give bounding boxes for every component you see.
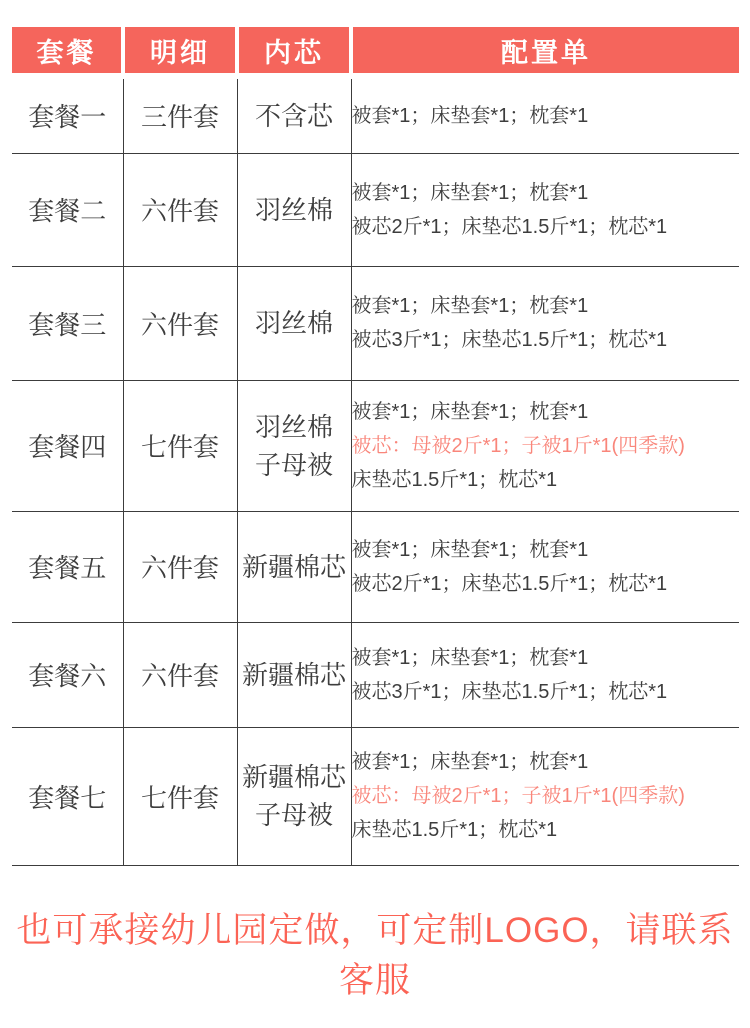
config-cell	[351, 511, 739, 622]
core-line: 新疆棉芯	[241, 659, 346, 690]
config-cell	[351, 622, 739, 727]
package-table	[12, 79, 739, 866]
header-core: 内芯	[239, 27, 349, 73]
detail-cell: 六件套	[123, 511, 237, 622]
config-line: 被套*1；床垫套*1；枕套*1	[351, 400, 589, 423]
table-row	[12, 727, 739, 865]
package-cell: 套餐三	[12, 266, 123, 380]
detail-cell: 六件套	[123, 622, 237, 727]
config-cell	[351, 153, 739, 266]
config-cell	[351, 79, 739, 153]
core-line: 羽丝棉	[254, 194, 333, 225]
core-line: 子母被	[254, 449, 333, 480]
config-line: 被芯2斤*1；床垫芯1.5斤*1；枕芯*1	[351, 572, 668, 595]
config-line: 被套*1；床垫套*1；枕套*1	[351, 181, 589, 204]
package-cell: 套餐一	[12, 79, 123, 153]
table-row	[12, 153, 739, 266]
detail-cell: 三件套	[123, 79, 237, 153]
detail-cell: 七件套	[123, 380, 237, 511]
package-cell: 套餐二	[12, 153, 123, 266]
package-cell: 套餐五	[12, 511, 123, 622]
header-config: 配置单	[353, 27, 739, 73]
detail-cell: 六件套	[123, 153, 237, 266]
core-line: 羽丝棉	[254, 308, 333, 338]
core-cell	[237, 380, 351, 511]
config-line: 被套*1；床垫套*1；枕套*1	[351, 295, 589, 317]
core-line: 羽丝棉	[254, 411, 333, 442]
config-line: 被套*1；床垫套*1；枕套*1	[351, 751, 589, 773]
core-line: 不含芯	[254, 100, 333, 131]
header-package: 套餐	[12, 27, 121, 73]
core-cell	[237, 266, 351, 380]
detail-cell: 六件套	[123, 266, 237, 380]
config-line: 被芯2斤*1；床垫芯1.5斤*1；枕芯*1	[351, 215, 668, 238]
config-line: 被套*1；床垫套*1；枕套*1	[351, 646, 589, 669]
config-line: 床垫芯1.5斤*1；枕芯*1	[351, 468, 558, 491]
table-row	[12, 380, 739, 511]
config-line: 床垫芯1.5斤*1；枕芯*1	[351, 819, 558, 841]
package-cell: 套餐四	[12, 380, 123, 511]
config-line: 被芯3斤*1；床垫芯1.5斤*1；枕芯*1	[351, 329, 668, 351]
detail-cell: 七件套	[123, 727, 237, 865]
config-cell	[351, 266, 739, 380]
table-row	[12, 622, 739, 727]
config-cell	[351, 727, 739, 865]
config-line: 被套*1；床垫套*1；枕套*1	[351, 104, 589, 127]
footer-note: 也可承接幼儿园定做，可定制LOGO，请联系客服	[16, 910, 734, 1000]
table-row	[12, 79, 739, 153]
package-cell: 套餐七	[12, 727, 123, 865]
table-header	[12, 27, 739, 73]
core-line: 子母被	[254, 800, 333, 830]
core-cell	[237, 727, 351, 865]
core-cell	[237, 511, 351, 622]
core-cell	[237, 79, 351, 153]
core-cell	[237, 622, 351, 727]
package-cell: 套餐六	[12, 622, 123, 727]
package-table-page	[0, 27, 750, 1028]
core-cell	[237, 153, 351, 266]
config-line: 被芯3斤*1；床垫芯1.5斤*1；枕芯*1	[351, 680, 668, 703]
header-detail: 明细	[125, 27, 235, 73]
config-cell	[351, 380, 739, 511]
table-row	[12, 511, 739, 622]
config-line-accent: 被芯：母被2斤*1；子被1斤*1(四季款)	[351, 434, 685, 457]
config-line-accent: 被芯：母被2斤*1；子被1斤*1(四季款)	[351, 785, 685, 807]
config-line: 被套*1；床垫套*1；枕套*1	[351, 538, 589, 561]
table-row	[12, 266, 739, 380]
core-line: 新疆棉芯	[241, 551, 346, 582]
core-line: 新疆棉芯	[241, 762, 346, 792]
